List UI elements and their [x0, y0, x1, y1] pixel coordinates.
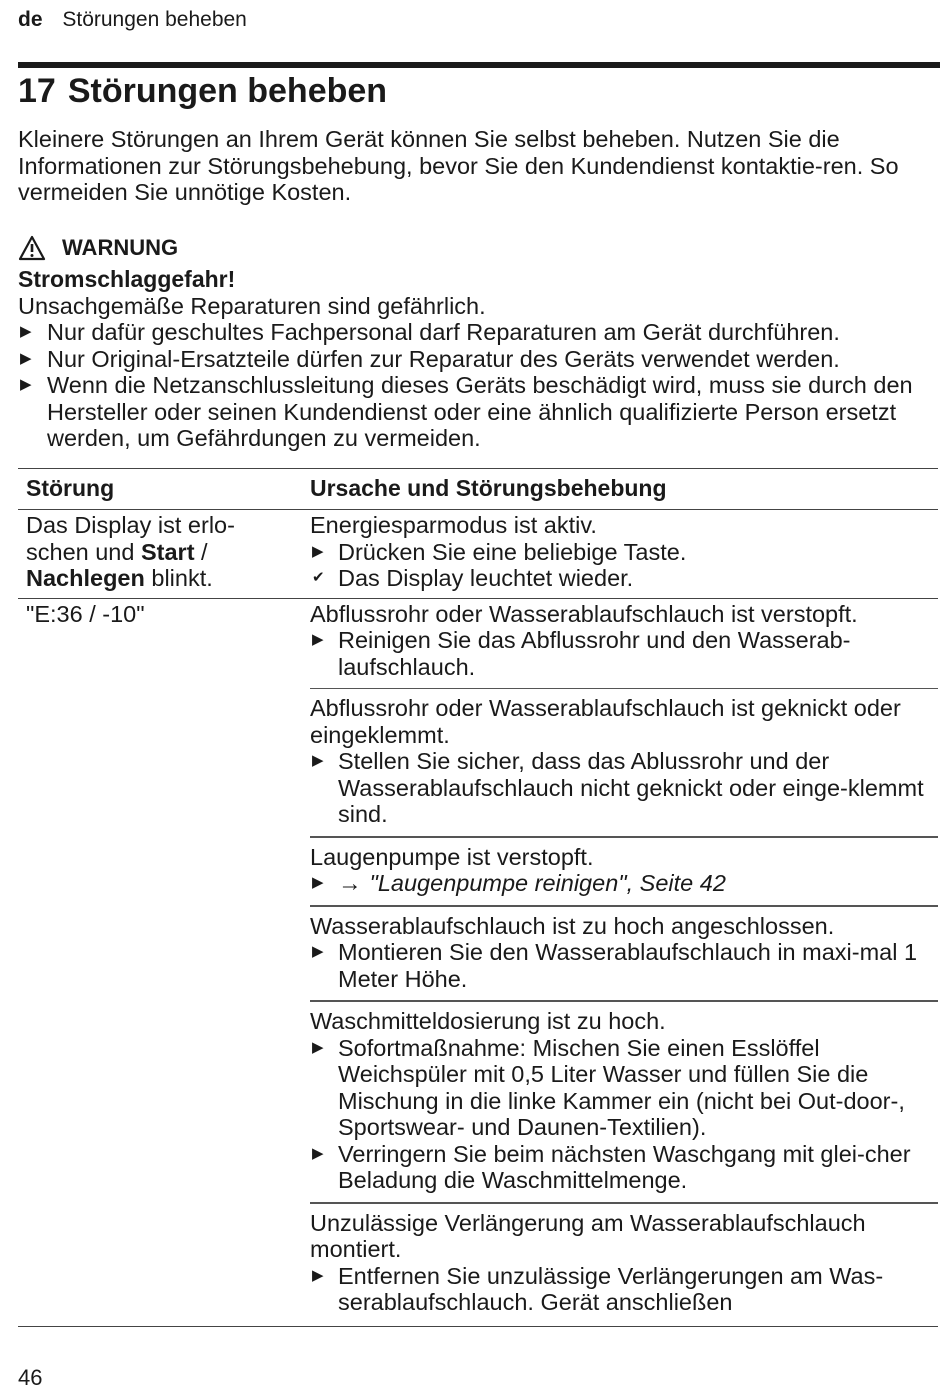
list-item: ▶ Stellen Sie sicher, dass das Ablussrohr und der Wasserablaufschlauch nicht geknickt oder einge-klemmt sind.	[312, 748, 924, 827]
cause-text: Unzulässige Verlängerung am Wasserablaufschlauch montiert.	[310, 1209, 866, 1262]
cause-block	[310, 1204, 938, 1326]
warning-title: Stromschlaggefahr!	[18, 266, 236, 292]
chapter-heading	[18, 72, 387, 111]
running-header-section: Störungen beheben	[62, 8, 247, 31]
intro-paragraph: Kleinere Störungen an Ihrem Gerät können Sie selbst beheben. Nutzen Sie die Informationen zur Störungsbehebung, bevor Sie den Kundendienst kontaktie-ren. So vermeiden Sie unnötige Kosten.	[18, 126, 899, 205]
cause-text: Wasserablaufschlauch ist zu hoch angeschlossen.	[310, 912, 835, 939]
bullet-triangle-icon: ▶	[312, 1266, 324, 1284]
list-item: ▶ Sofortmaßnahme: Mischen Sie einen Esslöffel Weichspüler mit 0,5 Liter Wasser und füllen Sie die Mischung in die linke Kammer ein (nicht bei Out-door-, Sportswear- und Daunen-Textilien).	[312, 1034, 905, 1140]
page-reference-link[interactable]: "Laugenpumpe reinigen", Seite 42	[369, 870, 726, 896]
list-item: ▶ Montieren Sie den Wasserablaufschlauch in maxi-mal 1 Meter Höhe.	[312, 939, 918, 992]
bullet-triangle-icon: ▶	[312, 752, 324, 769]
header-rule	[18, 62, 940, 68]
bullet-triangle-icon: ▶	[20, 349, 32, 367]
list-item: ▶ Drücken Sie eine beliebige Taste.	[312, 538, 687, 565]
fault-cell: "E:36 / -10"	[26, 600, 145, 627]
bullet-triangle-icon: ▶	[312, 631, 324, 648]
list-item: ▶ Wenn die Netzanschlussleitung dieses Geräts beschädigt wird, muss sie durch den Hersteller oder seinen Kundendienst oder eine ähnlich qualifizierte Person ersetzt werden, um Gefährdungen zu vermeiden.	[20, 372, 913, 451]
cause-text: Abflussrohr oder Wasserablaufschlauch ist verstopft.	[310, 600, 858, 627]
checkmark-icon: ✔	[312, 569, 325, 586]
cause-cell	[302, 599, 938, 1326]
cause-block	[310, 689, 938, 838]
cause-cell	[302, 510, 938, 598]
bullet-triangle-icon: ▶	[312, 542, 324, 560]
warning-triangle-icon	[18, 235, 46, 261]
bullet-triangle-icon: ▶	[312, 943, 324, 960]
cause-block	[310, 599, 938, 690]
table-header-row	[18, 469, 938, 510]
bullet-triangle-icon: ▶	[312, 874, 324, 891]
troubleshooting-table	[18, 468, 938, 1327]
list-item: ▶ Entfernen Sie unzulässige Verlängerungen am Was-serablaufschlauch. Gerät anschließen	[312, 1262, 884, 1315]
cause-text: Waschmitteldosierung ist zu hoch.	[310, 1008, 666, 1034]
chapter-number: 17	[18, 72, 56, 110]
fault-cell: Das Display ist erlo-schen und Start / Nachlegen blinkt.	[26, 512, 235, 591]
column-header-cause: Ursache und Störungsbehebung	[310, 475, 667, 501]
warning-label: WARNUNG	[62, 234, 179, 260]
list-item	[310, 870, 938, 897]
bullet-triangle-icon: ▶	[312, 1038, 324, 1056]
page-number: 46	[18, 1365, 43, 1390]
bullet-triangle-icon: ▶	[20, 376, 32, 393]
list-item: ▶ Nur Original-Ersatzteile dürfen zur Reparatur des Geräts verwendet werden.	[20, 345, 840, 372]
list-item: ▶ Nur dafür geschultes Fachpersonal darf Reparaturen am Gerät durchführen.	[20, 319, 840, 345]
cause-block	[310, 1002, 938, 1204]
cause-text: Laugenpumpe ist verstopft.	[310, 843, 594, 870]
running-header	[18, 8, 247, 32]
table-row	[18, 510, 938, 599]
bullet-triangle-icon: ▶	[20, 323, 32, 340]
bullet-triangle-icon: ▶	[312, 1144, 324, 1162]
language-tag: de	[18, 8, 43, 31]
warning-header	[18, 230, 943, 266]
cause-text: Energiesparmodus ist aktiv.	[310, 512, 597, 538]
cause-text: Abflussrohr oder Wasserablaufschlauch ist geknickt oder eingeklemmt.	[310, 695, 901, 748]
list-item: ▶ Verringern Sie beim nächsten Waschgang mit glei-cher Beladung die Waschmittelmenge.	[312, 1140, 911, 1193]
arrow-right-icon: →	[338, 870, 362, 896]
chapter-title: Störungen beheben	[67, 72, 388, 110]
warning-box	[18, 230, 943, 452]
cause-block	[310, 907, 938, 1003]
cause-block	[310, 838, 938, 907]
warning-text: Unsachgemäße Reparaturen sind gefährlich.	[18, 292, 486, 319]
column-header-fault: Störung	[26, 475, 115, 501]
warning-list	[18, 319, 943, 452]
table-row	[18, 599, 938, 1327]
list-item: ▶ Reinigen Sie das Abflussrohr und den Wasserab-laufschlauch.	[312, 627, 851, 680]
list-item: ✔ Das Display leuchtet wieder.	[312, 565, 634, 591]
